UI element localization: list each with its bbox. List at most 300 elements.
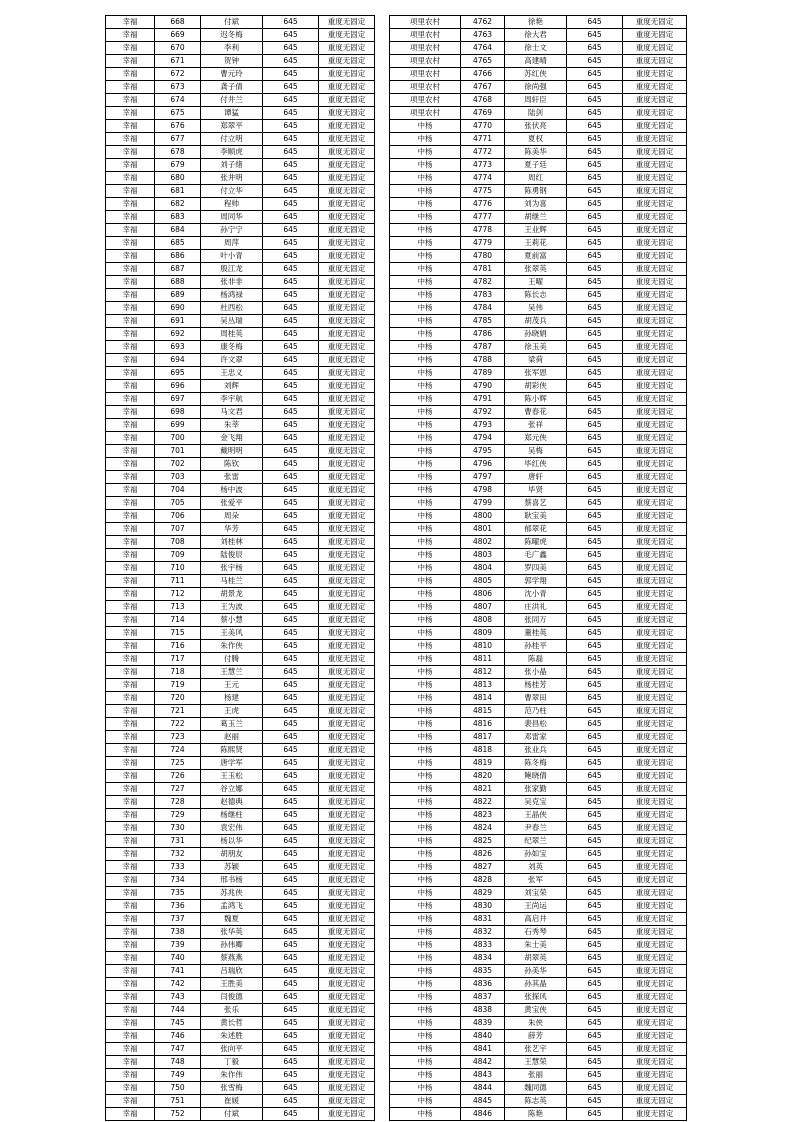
table-row: [106, 1069, 375, 1082]
cell-category: 重度无固定: [623, 744, 687, 757]
cell-village: 幸福: [106, 770, 155, 783]
cell-name: 闫俊德: [201, 991, 263, 1004]
cell-category: 重度无固定: [319, 796, 375, 809]
cell-amount: 645: [567, 809, 623, 822]
table-row: [390, 289, 687, 302]
cell-amount: 645: [263, 744, 319, 757]
cell-amount: 645: [263, 822, 319, 835]
cell-village: 幸福: [106, 1056, 155, 1069]
cell-village: 中杨: [390, 861, 461, 874]
cell-number: 4792: [461, 406, 505, 419]
right-table-body: [390, 16, 687, 1121]
cell-name: 程帅: [201, 198, 263, 211]
cell-number: 721: [155, 705, 201, 718]
cell-category: 重度无固定: [319, 16, 375, 29]
cell-number: 675: [155, 107, 201, 120]
cell-amount: 645: [263, 432, 319, 445]
cell-village: 中杨: [390, 250, 461, 263]
cell-village: 幸福: [106, 198, 155, 211]
cell-village: 幸福: [106, 783, 155, 796]
cell-category: 重度无固定: [319, 354, 375, 367]
cell-number: 693: [155, 341, 201, 354]
table-row: [390, 1056, 687, 1069]
cell-village: 中杨: [390, 887, 461, 900]
cell-amount: 645: [263, 705, 319, 718]
cell-name: 黄宝侠: [505, 1004, 567, 1017]
cell-village: 幸福: [106, 484, 155, 497]
cell-category: 重度无固定: [623, 237, 687, 250]
cell-amount: 645: [263, 510, 319, 523]
cell-amount: 645: [567, 588, 623, 601]
cell-village: 幸福: [106, 341, 155, 354]
cell-name: 陆俊辰: [201, 549, 263, 562]
cell-name: 王慧荣: [505, 1056, 567, 1069]
cell-category: 重度无固定: [319, 1095, 375, 1108]
cell-number: 4773: [461, 159, 505, 172]
cell-category: 重度无固定: [319, 549, 375, 562]
cell-amount: 645: [567, 367, 623, 380]
cell-amount: 645: [567, 419, 623, 432]
table-row: [390, 653, 687, 666]
cell-number: 702: [155, 458, 201, 471]
cell-number: 4798: [461, 484, 505, 497]
cell-category: 重度无固定: [623, 861, 687, 874]
cell-name: 朱作伟: [201, 1069, 263, 1082]
cell-number: 730: [155, 822, 201, 835]
cell-number: 4794: [461, 432, 505, 445]
table-row: [390, 874, 687, 887]
table-row: [106, 1108, 375, 1121]
cell-village: 中杨: [390, 523, 461, 536]
table-row: [106, 575, 375, 588]
table-row: [390, 809, 687, 822]
cell-number: 720: [155, 692, 201, 705]
cell-number: 692: [155, 328, 201, 341]
cell-number: 678: [155, 146, 201, 159]
cell-amount: 645: [567, 562, 623, 575]
cell-category: 重度无固定: [319, 29, 375, 42]
cell-amount: 645: [263, 94, 319, 107]
cell-amount: 645: [567, 978, 623, 991]
table-row: [390, 1043, 687, 1056]
cell-category: 重度无固定: [319, 68, 375, 81]
table-row: [106, 666, 375, 679]
cell-amount: 645: [567, 835, 623, 848]
table-row: [390, 315, 687, 328]
cell-number: 676: [155, 120, 201, 133]
cell-number: 699: [155, 419, 201, 432]
table-row: [390, 341, 687, 354]
cell-amount: 645: [263, 289, 319, 302]
cell-number: 4801: [461, 523, 505, 536]
cell-village: 幸福: [106, 263, 155, 276]
cell-number: 739: [155, 939, 201, 952]
table-row: [106, 393, 375, 406]
cell-category: 重度无固定: [623, 783, 687, 796]
cell-number: 4788: [461, 354, 505, 367]
table-row: [390, 1095, 687, 1108]
cell-village: 幸福: [106, 744, 155, 757]
table-row: [390, 42, 687, 55]
cell-category: 重度无固定: [623, 1004, 687, 1017]
cell-name: 杨以华: [201, 835, 263, 848]
cell-village: 幸福: [106, 458, 155, 471]
cell-name: 陈志英: [505, 1095, 567, 1108]
cell-amount: 645: [567, 744, 623, 757]
cell-category: 重度无固定: [319, 146, 375, 159]
cell-name: 鲍晓倩: [505, 770, 567, 783]
cell-amount: 645: [567, 250, 623, 263]
cell-name: 李顺虎: [201, 146, 263, 159]
cell-amount: 645: [567, 627, 623, 640]
cell-number: 698: [155, 406, 201, 419]
cell-number: 4822: [461, 796, 505, 809]
cell-category: 重度无固定: [319, 133, 375, 146]
cell-village: 中杨: [390, 575, 461, 588]
cell-village: 项里农村: [390, 68, 461, 81]
cell-category: 重度无固定: [319, 250, 375, 263]
cell-village: 项里农村: [390, 107, 461, 120]
table-row: [106, 107, 375, 120]
cell-amount: 645: [263, 55, 319, 68]
table-row: [390, 276, 687, 289]
cell-village: 中杨: [390, 289, 461, 302]
cell-category: 重度无固定: [623, 549, 687, 562]
table-row: [390, 380, 687, 393]
cell-category: 重度无固定: [319, 939, 375, 952]
table-row: [390, 1017, 687, 1030]
cell-category: 重度无固定: [623, 198, 687, 211]
table-row: [390, 575, 687, 588]
cell-village: 中杨: [390, 445, 461, 458]
cell-name: 杨鸿禄: [201, 289, 263, 302]
cell-name: 吴克宝: [505, 796, 567, 809]
cell-village: 中杨: [390, 536, 461, 549]
cell-name: 王莉花: [505, 237, 567, 250]
cell-amount: 645: [567, 549, 623, 562]
cell-village: 中杨: [390, 588, 461, 601]
cell-category: 重度无固定: [623, 770, 687, 783]
cell-category: 重度无固定: [623, 16, 687, 29]
cell-name: 王美风: [201, 627, 263, 640]
cell-category: 重度无固定: [319, 913, 375, 926]
cell-amount: 645: [263, 848, 319, 861]
cell-village: 中杨: [390, 458, 461, 471]
cell-name: 王忠义: [201, 367, 263, 380]
cell-category: 重度无固定: [623, 536, 687, 549]
table-row: [390, 640, 687, 653]
cell-name: 郭学翔: [505, 575, 567, 588]
cell-number: 752: [155, 1108, 201, 1121]
cell-name: 胡彩侠: [505, 380, 567, 393]
cell-number: 719: [155, 679, 201, 692]
table-row: [106, 913, 375, 926]
table-row: [390, 1004, 687, 1017]
cell-name: 陈勇钢: [505, 185, 567, 198]
cell-amount: 645: [567, 133, 623, 146]
cell-category: 重度无固定: [319, 237, 375, 250]
cell-name: 马桂兰: [201, 575, 263, 588]
cell-village: 项里农村: [390, 42, 461, 55]
cell-category: 重度无固定: [319, 1082, 375, 1095]
cell-number: 728: [155, 796, 201, 809]
table-row: [106, 861, 375, 874]
table-row: [106, 419, 375, 432]
cell-category: 重度无固定: [623, 874, 687, 887]
cell-name: 朱侠: [505, 1017, 567, 1030]
cell-number: 695: [155, 367, 201, 380]
cell-number: 4777: [461, 211, 505, 224]
cell-number: 4763: [461, 29, 505, 42]
cell-category: 重度无固定: [319, 731, 375, 744]
cell-number: 740: [155, 952, 201, 965]
cell-number: 4830: [461, 900, 505, 913]
cell-village: 中杨: [390, 341, 461, 354]
table-row: [106, 16, 375, 29]
cell-category: 重度无固定: [319, 302, 375, 315]
cell-amount: 645: [263, 484, 319, 497]
cell-category: 重度无固定: [319, 367, 375, 380]
cell-village: 幸福: [106, 146, 155, 159]
cell-amount: 645: [567, 16, 623, 29]
cell-category: 重度无固定: [623, 1017, 687, 1030]
cell-number: 4779: [461, 237, 505, 250]
table-row: [390, 432, 687, 445]
cell-amount: 645: [567, 900, 623, 913]
cell-village: 中杨: [390, 146, 461, 159]
table-row: [390, 159, 687, 172]
cell-village: 中杨: [390, 562, 461, 575]
cell-village: 中杨: [390, 471, 461, 484]
cell-number: 744: [155, 1004, 201, 1017]
cell-village: 幸福: [106, 822, 155, 835]
cell-village: 中杨: [390, 614, 461, 627]
cell-village: 幸福: [106, 406, 155, 419]
cell-amount: 645: [263, 575, 319, 588]
cell-name: 郁翠花: [505, 523, 567, 536]
cell-amount: 645: [263, 627, 319, 640]
cell-village: 项里农村: [390, 94, 461, 107]
table-row: [390, 523, 687, 536]
cell-number: 4775: [461, 185, 505, 198]
cell-village: 项里农村: [390, 16, 461, 29]
table-row: [390, 965, 687, 978]
cell-name: 夏前富: [505, 250, 567, 263]
cell-amount: 645: [263, 471, 319, 484]
cell-category: 重度无固定: [319, 315, 375, 328]
cell-number: 700: [155, 432, 201, 445]
cell-name: 张小晶: [505, 666, 567, 679]
cell-amount: 645: [567, 926, 623, 939]
cell-village: 幸福: [106, 224, 155, 237]
cell-name: 殷江龙: [201, 263, 263, 276]
cell-village: 中杨: [390, 601, 461, 614]
cell-amount: 645: [567, 445, 623, 458]
cell-name: 杜西松: [201, 302, 263, 315]
cell-number: 691: [155, 315, 201, 328]
cell-name: 陈小辉: [505, 393, 567, 406]
cell-number: 714: [155, 614, 201, 627]
cell-category: 重度无固定: [319, 744, 375, 757]
cell-name: 刘为喜: [505, 198, 567, 211]
cell-number: 4815: [461, 705, 505, 718]
cell-number: 4823: [461, 809, 505, 822]
cell-category: 重度无固定: [623, 692, 687, 705]
cell-village: 中杨: [390, 367, 461, 380]
cell-village: 中杨: [390, 692, 461, 705]
cell-amount: 645: [567, 484, 623, 497]
cell-name: 杨桂芳: [505, 679, 567, 692]
cell-amount: 645: [263, 367, 319, 380]
cell-amount: 645: [263, 770, 319, 783]
cell-category: 重度无固定: [319, 575, 375, 588]
cell-name: 付井兰: [201, 94, 263, 107]
cell-amount: 645: [263, 445, 319, 458]
table-row: [390, 120, 687, 133]
table-row: [106, 874, 375, 887]
cell-number: 4762: [461, 16, 505, 29]
cell-amount: 645: [567, 29, 623, 42]
cell-name: 毕红侠: [505, 458, 567, 471]
cell-number: 4764: [461, 42, 505, 55]
cell-village: 幸福: [106, 991, 155, 1004]
cell-number: 4819: [461, 757, 505, 770]
cell-name: 周桂英: [201, 328, 263, 341]
cell-category: 重度无固定: [319, 1069, 375, 1082]
table-row: [390, 406, 687, 419]
cell-number: 4843: [461, 1069, 505, 1082]
cell-amount: 645: [263, 887, 319, 900]
cell-village: 幸福: [106, 445, 155, 458]
cell-name: 胡翠英: [505, 952, 567, 965]
cell-village: 中杨: [390, 640, 461, 653]
cell-category: 重度无固定: [623, 120, 687, 133]
table-row: [106, 510, 375, 523]
cell-name: 迟冬梅: [201, 29, 263, 42]
cell-name: 张同万: [505, 614, 567, 627]
cell-amount: 645: [567, 887, 623, 900]
cell-name: 王慧兰: [201, 666, 263, 679]
cell-category: 重度无固定: [623, 978, 687, 991]
cell-category: 重度无固定: [623, 328, 687, 341]
cell-amount: 645: [567, 601, 623, 614]
cell-name: 孙如宝: [505, 848, 567, 861]
table-row: [390, 81, 687, 94]
cell-name: 孙美华: [505, 965, 567, 978]
table-row: [106, 224, 375, 237]
cell-amount: 645: [567, 315, 623, 328]
cell-name: 马文君: [201, 406, 263, 419]
table-row: [390, 107, 687, 120]
cell-name: 陈美华: [505, 146, 567, 159]
cell-category: 重度无固定: [623, 1056, 687, 1069]
cell-village: 幸福: [106, 965, 155, 978]
cell-category: 重度无固定: [319, 991, 375, 1004]
cell-amount: 645: [263, 718, 319, 731]
cell-name: 朱作侠: [201, 640, 263, 653]
cell-amount: 645: [263, 614, 319, 627]
cell-number: 4795: [461, 445, 505, 458]
cell-village: 中杨: [390, 913, 461, 926]
cell-village: 幸福: [106, 523, 155, 536]
cell-number: 701: [155, 445, 201, 458]
cell-name: 张华英: [201, 926, 263, 939]
cell-number: 4802: [461, 536, 505, 549]
cell-village: 幸福: [106, 237, 155, 250]
cell-name: 陈钦: [201, 458, 263, 471]
table-row: [390, 458, 687, 471]
cell-number: 673: [155, 81, 201, 94]
cell-village: 幸福: [106, 16, 155, 29]
cell-village: 幸福: [106, 250, 155, 263]
cell-number: 4807: [461, 601, 505, 614]
cell-category: 重度无固定: [623, 406, 687, 419]
cell-category: 重度无固定: [319, 757, 375, 770]
cell-name: 苏兆侠: [201, 887, 263, 900]
cell-category: 重度无固定: [623, 146, 687, 159]
cell-category: 重度无固定: [623, 796, 687, 809]
cell-number: 680: [155, 172, 201, 185]
table-row: [390, 419, 687, 432]
table-row: [390, 887, 687, 900]
cell-village: 幸福: [106, 575, 155, 588]
table-row: [106, 42, 375, 55]
cell-category: 重度无固定: [319, 432, 375, 445]
cell-village: 幸福: [106, 588, 155, 601]
cell-village: 中杨: [390, 822, 461, 835]
cell-category: 重度无固定: [623, 94, 687, 107]
cell-village: 幸福: [106, 666, 155, 679]
cell-name: 徐士文: [505, 42, 567, 55]
cell-number: 4780: [461, 250, 505, 263]
cell-name: 杨继柱: [201, 809, 263, 822]
cell-amount: 645: [263, 1017, 319, 1030]
cell-village: 幸福: [106, 276, 155, 289]
cell-number: 724: [155, 744, 201, 757]
cell-village: 中杨: [390, 731, 461, 744]
table-row: [390, 601, 687, 614]
cell-amount: 645: [263, 991, 319, 1004]
cell-amount: 645: [567, 211, 623, 224]
cell-number: 681: [155, 185, 201, 198]
cell-name: 赵德典: [201, 796, 263, 809]
cell-amount: 645: [567, 497, 623, 510]
cell-category: 重度无固定: [623, 276, 687, 289]
table-row: [390, 744, 687, 757]
cell-village: 中杨: [390, 120, 461, 133]
cell-village: 中杨: [390, 757, 461, 770]
cell-name: 魏同德: [505, 1082, 567, 1095]
cell-number: 4836: [461, 978, 505, 991]
cell-village: 中杨: [390, 328, 461, 341]
cell-number: 4803: [461, 549, 505, 562]
cell-name: 毛广鑫: [505, 549, 567, 562]
table-row: [390, 939, 687, 952]
cell-village: 幸福: [106, 562, 155, 575]
cell-amount: 645: [567, 523, 623, 536]
cell-category: 重度无固定: [319, 94, 375, 107]
cell-village: 中杨: [390, 432, 461, 445]
cell-number: 734: [155, 874, 201, 887]
cell-number: 4800: [461, 510, 505, 523]
cell-village: 中杨: [390, 796, 461, 809]
cell-number: 710: [155, 562, 201, 575]
cell-category: 重度无固定: [623, 1030, 687, 1043]
cell-village: 中杨: [390, 211, 461, 224]
table-row: [106, 757, 375, 770]
table-row: [106, 146, 375, 159]
cell-number: 4774: [461, 172, 505, 185]
